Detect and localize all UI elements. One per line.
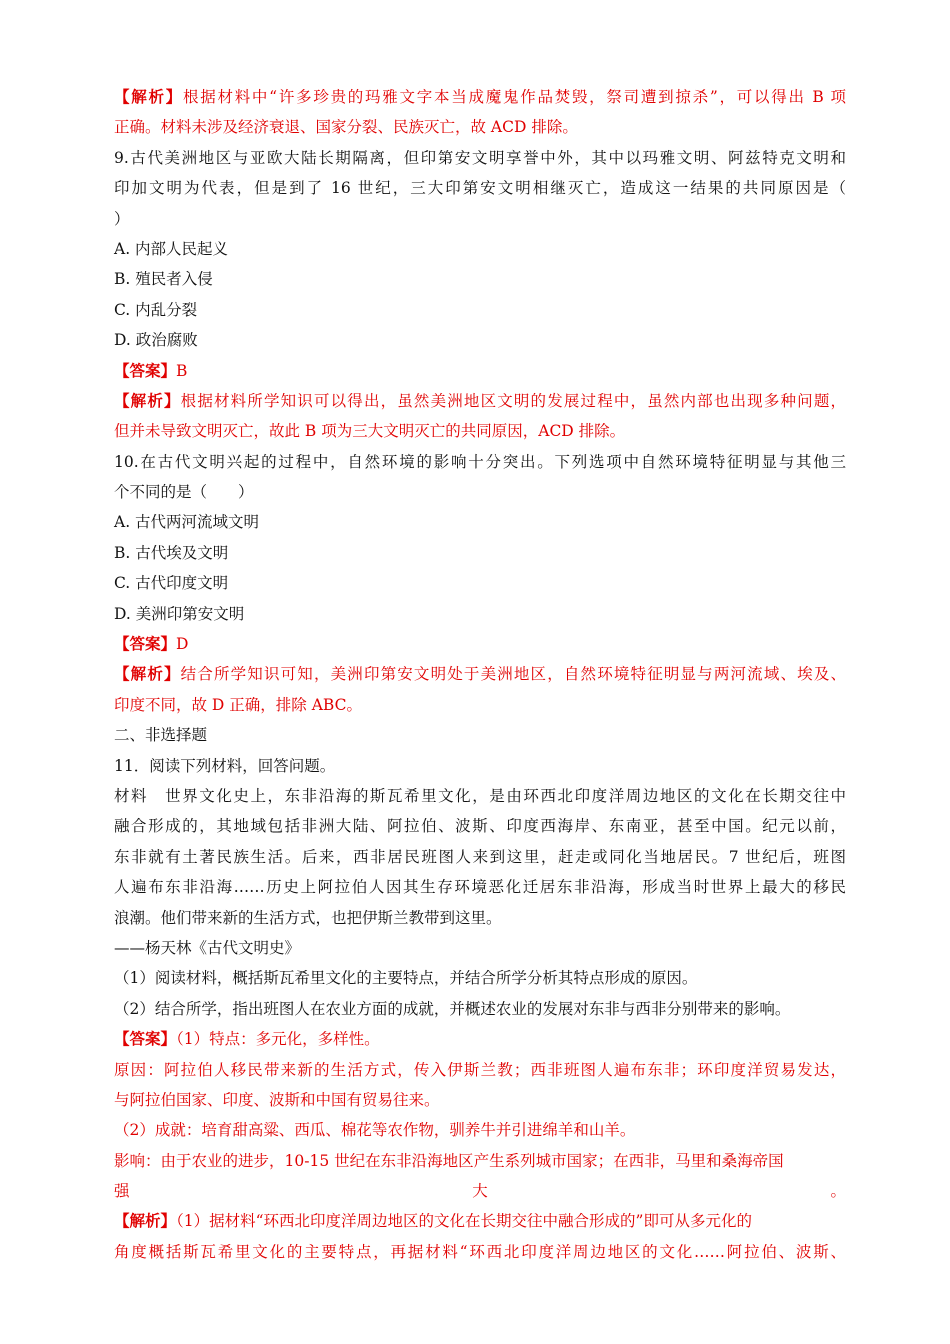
text-segment: 结合所学知识可知，美洲印第安文明处于美洲地区，自然环境特征明显与两河流域、埃及、 [180,665,846,684]
text-segment: 原因：阿拉伯人移民带来新的生活方式，传入伊斯兰教；西非班图人遍布东非；环印度洋贸易发达， [114,1060,846,1079]
text-segment: C. 内乱分裂 [114,300,198,319]
label-bracket: 【答案】 [114,360,177,380]
text-line [114,811,846,841]
text-line [114,1146,846,1176]
text-line [114,933,846,963]
text-segment: （1）据材料“环西北印度洋周边地区的文化在长期交往中融合形成的”即可从多元化的 [176,1212,752,1231]
text-line [114,751,846,781]
text-line [114,447,846,477]
text-line [114,477,846,507]
text-line [114,1055,846,1085]
text-line [114,1085,846,1115]
text-segment: B [176,361,188,380]
label-bracket: 【解析】 [114,1211,177,1231]
text-segment: 11．阅读下列材料，回答问题。 [114,756,336,775]
text-segment: B. 殖民者入侵 [114,270,213,289]
text-segment: 根据材料所学知识可以得出，虽然美洲地区文明的发展过程中，虽然内部也出现多种问题， [180,391,846,410]
text-line [114,872,846,902]
text-segment: A. 内部人民起义 [114,239,229,258]
text-segment: 根据材料中“许多珍贵的玛雅文字本当成魔鬼作品焚毁，祭司遭到掠杀”，可以得出 B 项 [182,88,846,106]
text-segment: 但并未导致文明灭亡，故此 B 项为三大文明灭亡的共同原因，ACD 排除。 [114,422,626,441]
text-line [114,659,846,689]
text-segment: 浪潮。他们带来新的生活方式，也把伊斯兰教带到这里。 [114,908,502,927]
label-bracket: 【解析】 [114,87,183,106]
text-line [114,720,846,750]
text-line [114,568,846,598]
text-line [114,690,846,720]
text-segment: ） [114,209,130,228]
text-line [114,1115,846,1145]
text-line [114,143,846,173]
text-segment: D [176,635,189,654]
text-segment: （2）成就：培育甜高粱、西瓜、棉花等农作物，驯养牛并引进绵羊和山羊。 [114,1121,636,1140]
text-segment: 东非就有土著民族生活。后来，西非居民班图人来到这里，赶走或同化当地居民。7 世纪后，班图 [114,847,846,866]
text-segment: 与阿拉伯国家、印度、波斯和中国有贸易往来。 [114,1090,440,1109]
text-line [114,781,846,811]
text-segment: 融合形成的，其地域包括非洲大陆、阿拉伯、波斯、印度西海岸、东南亚，甚至中国。纪元以前， [114,817,846,836]
text-segment: D. 美洲印第安文明 [114,604,245,623]
text-line [114,173,846,203]
text-segment: （2）结合所学，指出班图人在农业方面的成就，并概述农业的发展对东非与西非分别带来的影响。 [114,999,791,1018]
text-line [114,903,846,933]
text-segment: （1）阅读材料，概括斯瓦希里文化的主要特点，并结合所学分析其特点形成的原因。 [114,969,698,988]
text-line [114,1206,846,1236]
text-segment: C. 古代印度文明 [114,574,229,593]
document-page [114,82,846,1267]
text-line [114,356,846,386]
text-segment: 个不同的是（ ） [114,483,254,502]
text-line [114,234,846,264]
text-line [114,994,846,1024]
text-segment: 9.古代美洲地区与亚欧大陆长期隔离，但印第安文明享誉中外，其中以玛雅文明、阿兹特克文明和 [114,148,846,167]
text-segment: 印度不同，故 D 正确，排除 ABC。 [114,695,362,714]
text-segment: （1）特点：多元化，多样性。 [176,1030,380,1049]
text-line [114,112,846,142]
text-segment: 正确。材料未涉及经济衰退、国家分裂、民族灭亡，故 ACD 排除。 [114,118,578,137]
text-segment: B. 古代埃及文明 [114,543,229,562]
text-line [114,264,846,294]
text-line [114,386,846,416]
text-segment: 影响：由于农业的进步，10-15 世纪在东非沿海地区产生系列城市国家；在西非，马里和桑海帝国 [114,1151,784,1170]
text-segment: 材料 世界文化史上，东非沿海的斯瓦希里文化，是由环西北印度洋周边地区的文化在长期交往中 [114,786,846,805]
text-line [114,325,846,355]
text-line [114,82,846,112]
text-segment: ——杨天林《古代文明史》 [114,938,301,957]
text-line [114,963,846,993]
text-line [114,538,846,568]
label-bracket: 【答案】 [114,634,177,654]
text-segment: 强大。 [114,1182,846,1201]
text-segment: 二、非选择题 [114,726,208,745]
text-segment: 人遍布东非沿海……历史上阿拉伯人因其生存环境恶化迁居东非沿海，形成当时世界上最大的移民 [114,878,846,897]
text-segment: 印加文明为代表，但是到了 16 世纪，三大印第安文明相继灭亡，造成这一结果的共同原因是（ [114,179,846,198]
text-line [114,842,846,872]
text-segment: D. 政治腐败 [114,331,198,350]
label-bracket: 【解析】 [114,390,181,410]
text-line [114,204,846,234]
label-bracket: 【答案】 [114,1029,177,1049]
text-line [114,629,846,659]
label-bracket: 【解析】 [114,664,181,684]
text-line [114,295,846,325]
text-line [114,416,846,446]
text-segment: A. 古代两河流域文明 [114,513,260,532]
text-line [114,507,846,537]
text-line [114,599,846,629]
text-line [114,1237,846,1267]
text-segment: 10.在古代文明兴起的过程中，自然环境的影响十分突出。下列选项中自然环境特征明显与其他三 [114,452,846,471]
text-segment: 角度概括斯瓦希里文化的主要特点，再据材料“环西北印度洋周边地区的文化……阿拉伯、波斯、 [114,1242,846,1261]
text-line [114,1024,846,1054]
text-line [114,1176,846,1206]
